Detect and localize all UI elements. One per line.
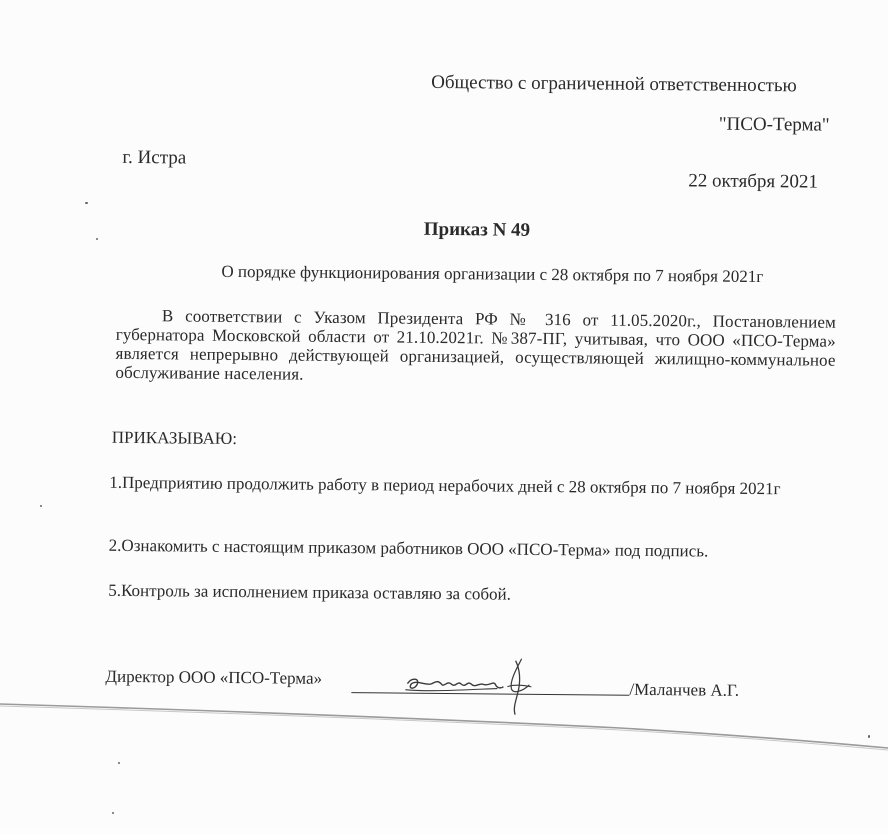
scan-speck <box>112 812 114 814</box>
scan-speck <box>118 762 120 764</box>
organization-name-line2: "ПСО-Терма" <box>718 113 830 136</box>
city: г. Истра <box>122 146 187 169</box>
document-date: 22 октября 2021 <box>688 170 819 193</box>
order-subject: О порядке функционирования организации с 28 октября по 7 ноября 2021г <box>221 261 764 287</box>
scan-speck <box>40 505 42 507</box>
director-label: Директор ООО «ПСО-Терма» <box>105 666 323 688</box>
scan-speck <box>85 202 88 204</box>
order-item-2: 2.Ознакомить с настоящим приказом работников ООО «ПСО-Терма» под подпись. <box>108 535 709 561</box>
order-item-1: 1.Предприятию продолжить работу в период нерабочих дней с 28 октября по 7 ноября 2021г <box>109 472 781 499</box>
order-title: Приказ N 49 <box>423 218 531 241</box>
decree-heading: ПРИКАЗЫВАЮ: <box>111 427 238 449</box>
scan-speck <box>868 735 870 738</box>
director-name: /Маланчев А.Г. <box>629 679 740 700</box>
order-preamble: В соответствии с Указом Президента РФ № 316 от 11.05.2020г., Постановлением губернатора Московской области от 21.10.2021г. №387-ПГ, учитывая, что ООО «ПСО-Терма» является непрерывно действующей организацией, осуществляющей жилищно-коммунальное обслуживание населения. <box>115 306 836 384</box>
order-item-3: 5.Контроль за исполнением приказа оставляю за собой. <box>108 580 512 604</box>
scan-speck <box>96 238 98 240</box>
organization-name-line1: Общество с ограниченной ответственностью <box>431 71 797 97</box>
